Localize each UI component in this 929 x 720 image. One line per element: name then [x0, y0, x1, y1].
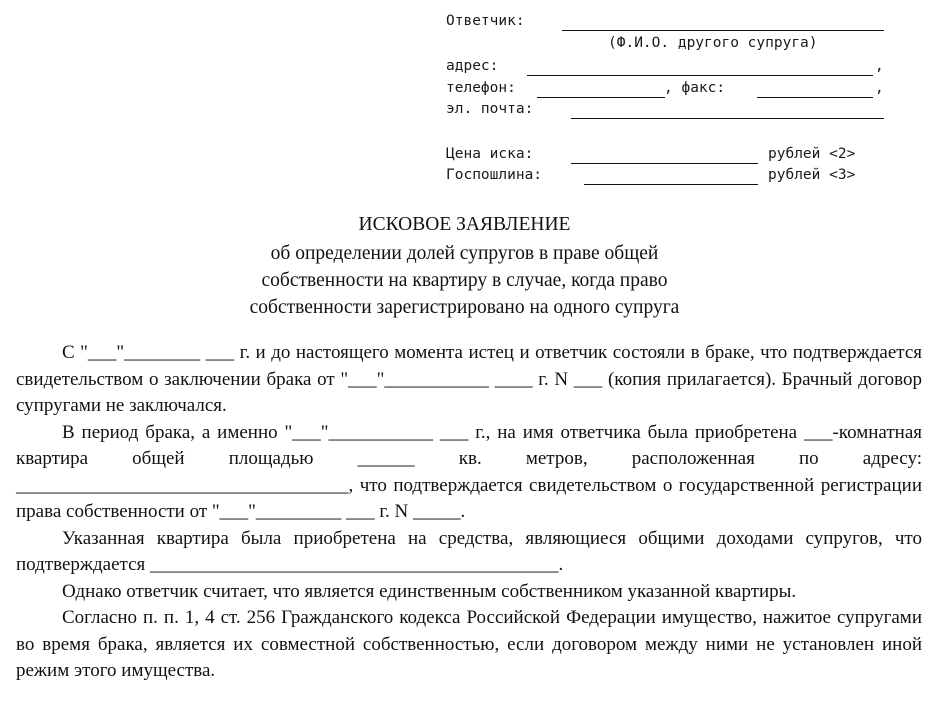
fax-field [757, 97, 873, 98]
duty-label: Госпошлина: [446, 167, 543, 183]
paragraph-civil-code: Согласно п. п. 1, 4 ст. 256 Гражданского кодекса Российской Федерации имущество, нажитое супругами во время брака, является их совместной собственностью, если договором между ними не установлен иной режим этого имущества. [16, 607, 922, 681]
address-field [527, 75, 873, 76]
paragraph-apartment-purchase: В период брака, а именно "___"___________ ___ г., на имя ответчика была приобретена ___-комнатная квартира общей площадью ______ кв. метров, расположенная по адресу: ___________________________________, что подтверждается свидетельством о государственной регистрации права собственности от "___"_________ ___ г. N _____. [16, 421, 922, 522]
phone-label: телефон: [446, 80, 516, 96]
defendant-hint: (Ф.И.О. другого супруга) [608, 35, 818, 51]
address-label: адрес: [446, 58, 499, 74]
claim-price-label: Цена иска: [446, 146, 534, 162]
fax-label: , факс: [664, 80, 726, 96]
defendant-label: Ответчик: [446, 13, 525, 29]
address-comma: , [875, 58, 884, 74]
document-subtitle-line-3: собственности зарегистрировано на одного супруга [249, 297, 680, 318]
email-field [571, 118, 884, 119]
email-label: эл. почта: [446, 101, 534, 117]
document-subtitle-line-1: об определении долей супругов в праве общей [270, 243, 659, 264]
defendant-name-field [562, 30, 884, 31]
claim-price-field [571, 163, 758, 164]
document-title: ИСКОВОЕ ЗАЯВЛЕНИЕ [358, 214, 571, 235]
paragraph-joint-funds: Указанная квартира была приобретена на средства, являющиеся общими доходами супругов, что подтверждается ___________________________________________. [16, 527, 922, 575]
duty-field [584, 184, 758, 185]
document-body [16, 340, 922, 685]
paragraph-defendant-position: Однако ответчик считает, что является единственным собственником указанной квартиры. [62, 580, 797, 602]
fax-comma: , [875, 80, 884, 96]
duty-suffix: рублей <3> [768, 167, 856, 183]
claim-price-suffix: рублей <2> [768, 146, 856, 162]
document-subtitle-line-2: собственности на квартиру в случае, когда право [261, 270, 668, 291]
phone-field [537, 97, 665, 98]
paragraph-marriage: С "___"________ ___ г. и до настоящего момента истец и ответчик состояли в браке, что подтверждается свидетельством о заключении брака от "___"___________ ____ г. N ___ (копия прилагается). Брачный договор супругами не заключался. [16, 342, 922, 416]
